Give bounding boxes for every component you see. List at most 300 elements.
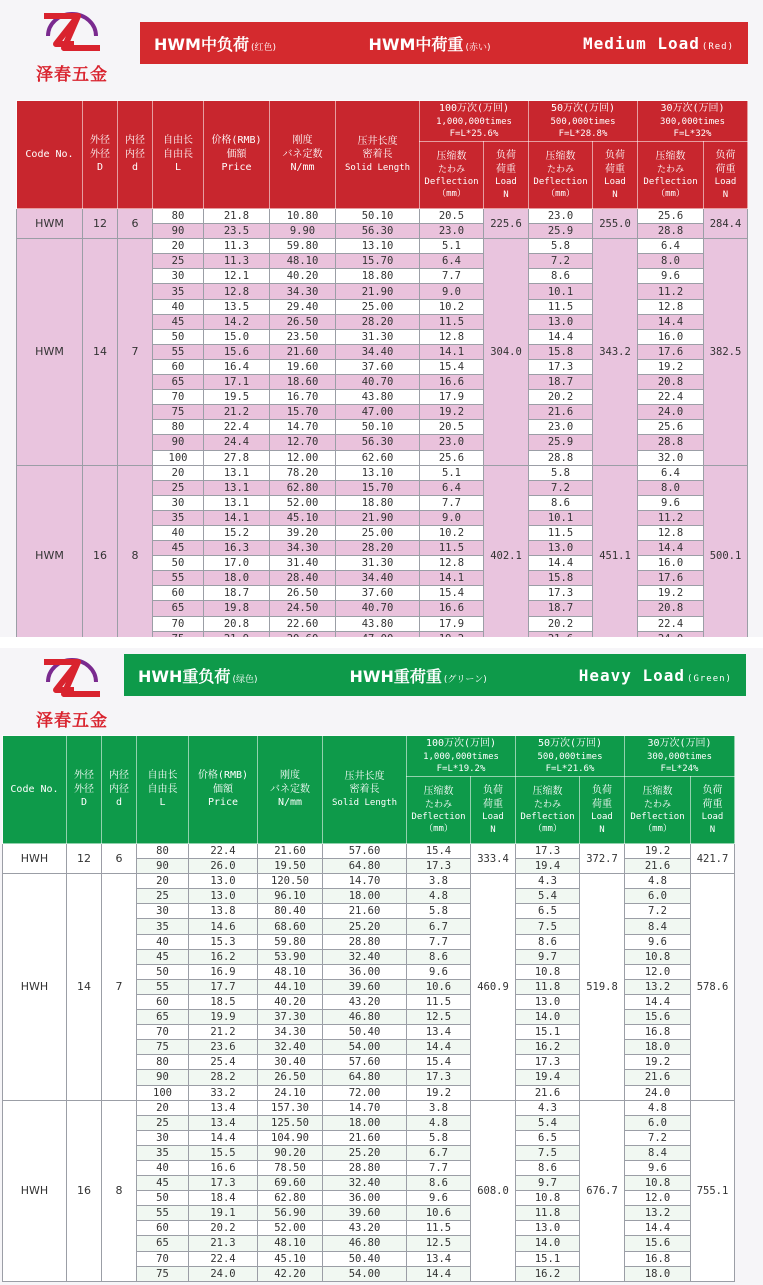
price-cell: 11.3 <box>204 239 270 254</box>
header-fl-cn: 自由长 <box>147 770 178 782</box>
deflection-300k-cell: 12.0 <box>625 964 691 979</box>
solid-length-cell: 13.10 <box>336 239 420 254</box>
free-length-cell: 30 <box>137 904 189 919</box>
price-cell: 13.8 <box>189 904 258 919</box>
deflection-500k-cell: 10.8 <box>516 964 580 979</box>
deflection-300k-cell: 15.6 <box>625 1010 691 1025</box>
deflection-500k-cell: 20.2 <box>529 616 593 631</box>
load-unit: N <box>503 189 509 200</box>
solid-length-cell: 28.20 <box>336 541 420 556</box>
load-300k-cell: 382.5 <box>704 239 748 465</box>
deflection-500k-cell: 9.7 <box>516 949 580 964</box>
free-length-cell: 30 <box>137 1130 189 1145</box>
deflection-300k-cell: 6.4 <box>638 239 704 254</box>
banner-sub-en: (Green) <box>687 673 732 684</box>
cycle-times: 500,000times <box>550 116 616 127</box>
price-cell: 12.1 <box>204 269 270 284</box>
defl-cn: 压缩数 <box>532 786 563 798</box>
load-unit: N <box>709 824 716 835</box>
spring-rate-cell: 44.10 <box>258 979 323 994</box>
free-length-cell: 20 <box>137 874 189 889</box>
spring-rate-cell: 39.20 <box>270 525 336 540</box>
banner-sub-cn: (红色) <box>250 42 276 53</box>
spring-rate-cell: 59.80 <box>258 934 323 949</box>
header-solid-jp: 密着長 <box>362 149 393 161</box>
solid-length-cell: 21.90 <box>336 510 420 525</box>
deflection-300k-cell: 14.4 <box>638 314 704 329</box>
header-id-sym: d <box>115 797 123 809</box>
solid-length-cell: 64.80 <box>323 1070 407 1085</box>
outer-diameter-cell: 14 <box>67 874 102 1100</box>
deflection-1m-cell: 3.8 <box>407 1100 471 1115</box>
deflection-300k-cell: 11.2 <box>638 284 704 299</box>
deflection-300k-cell: 28.8 <box>638 435 704 450</box>
solid-length-cell: 43.20 <box>323 1221 407 1236</box>
spring-rate-cell: 40.20 <box>270 269 336 284</box>
deflection-500k-cell: 17.3 <box>529 359 593 374</box>
deflection-1m-cell: 15.4 <box>420 586 484 601</box>
load-500k-cell: 343.2 <box>593 239 638 465</box>
code-no-cell: HWM <box>17 465 83 646</box>
deflection-1m-cell: 11.5 <box>420 541 484 556</box>
solid-length-cell: 18.00 <box>323 1115 407 1130</box>
load-1m-cell: 304.0 <box>484 239 529 465</box>
spring-rate-cell: 53.90 <box>258 949 323 964</box>
price-cell: 13.1 <box>204 495 270 510</box>
free-length-cell: 30 <box>153 269 204 284</box>
price-cell: 15.2 <box>204 525 270 540</box>
table-row <box>3 1100 735 1115</box>
deflection-1m-cell: 10.2 <box>420 525 484 540</box>
solid-length-cell: 32.40 <box>323 949 407 964</box>
brand-logo <box>26 8 118 90</box>
header-rate-jp: バネ定数 <box>282 148 323 160</box>
deflection-1m-cell: 12.8 <box>420 329 484 344</box>
free-length-cell: 60 <box>153 586 204 601</box>
free-length-cell: 20 <box>153 239 204 254</box>
solid-length-cell: 21.60 <box>323 1130 407 1145</box>
deflection-300k-cell: 21.6 <box>625 859 691 874</box>
solid-length-cell: 40.70 <box>336 375 420 390</box>
solid-length-cell: 25.00 <box>336 299 420 314</box>
free-length-cell: 80 <box>137 844 189 859</box>
deflection-500k-cell: 7.5 <box>516 1145 580 1160</box>
price-cell: 14.1 <box>204 510 270 525</box>
deflection-1m-cell: 11.5 <box>407 994 471 1009</box>
cycle-label: 100万次(万回) <box>438 103 510 115</box>
deflection-1m-cell: 14.1 <box>420 571 484 586</box>
deflection-500k-cell: 14.4 <box>529 329 593 344</box>
free-length-cell: 50 <box>153 329 204 344</box>
load-en: Load <box>482 812 504 823</box>
free-length-cell: 40 <box>153 525 204 540</box>
deflection-1m-cell: 5.1 <box>420 465 484 480</box>
code-no-cell: HWH <box>3 1100 67 1281</box>
cycle-label: 50万次(万回) <box>537 738 603 750</box>
deflection-1m-cell: 3.8 <box>407 874 471 889</box>
spring-rate-cell: 15.70 <box>270 405 336 420</box>
header-fl-sym: L <box>159 797 166 809</box>
header-cycle-2 <box>529 101 638 142</box>
load-jp: 荷重 <box>702 798 723 810</box>
free-length-cell: 60 <box>137 994 189 1009</box>
spring-rate-cell: 24.50 <box>270 601 336 616</box>
deflection-500k-cell: 14.4 <box>529 556 593 571</box>
free-length-cell: 55 <box>137 979 189 994</box>
deflection-500k-cell: 6.5 <box>516 1130 580 1145</box>
spring-rate-cell: 29.40 <box>270 299 336 314</box>
deflection-1m-cell: 15.4 <box>407 1055 471 1070</box>
spring-rate-cell: 90.20 <box>258 1145 323 1160</box>
price-cell: 16.2 <box>189 949 258 964</box>
solid-length-cell: 62.60 <box>336 450 420 465</box>
header-free-length <box>153 101 204 209</box>
price-cell: 22.4 <box>189 1251 258 1266</box>
deflection-1m-cell: 19.2 <box>420 405 484 420</box>
load-300k-cell: 284.4 <box>704 209 748 239</box>
brand-logo <box>26 654 118 736</box>
spring-rate-cell: 16.70 <box>270 390 336 405</box>
solid-length-cell: 43.20 <box>323 994 407 1009</box>
deflection-500k-cell: 11.5 <box>529 299 593 314</box>
deflection-500k-cell: 5.8 <box>529 239 593 254</box>
header-price-jp: 価額 <box>213 783 233 795</box>
free-length-cell: 80 <box>137 1055 189 1070</box>
deflection-1m-cell: 23.0 <box>420 224 484 239</box>
table-row <box>3 874 735 889</box>
free-length-cell: 20 <box>137 1100 189 1115</box>
spring-rate-cell: 125.50 <box>258 1115 323 1130</box>
header-id-cn: 内径 <box>125 135 145 147</box>
free-length-cell: 25 <box>137 1115 189 1130</box>
spring-rate-cell: 48.10 <box>258 964 323 979</box>
banner-title-cn: HWM中负荷 <box>154 34 249 54</box>
price-cell: 15.3 <box>189 934 258 949</box>
header-load <box>593 142 638 209</box>
deflection-500k-cell: 11.8 <box>516 1206 580 1221</box>
price-cell: 14.2 <box>204 314 270 329</box>
price-cell: 21.8 <box>204 209 270 224</box>
deflection-500k-cell: 25.9 <box>529 435 593 450</box>
header-load <box>580 777 625 844</box>
spring-rate-cell: 31.40 <box>270 556 336 571</box>
free-length-cell: 45 <box>153 541 204 556</box>
header-load <box>704 142 748 209</box>
deflection-300k-cell: 4.8 <box>625 1100 691 1115</box>
price-cell: 28.2 <box>189 1070 258 1085</box>
deflection-1m-cell: 9.6 <box>407 964 471 979</box>
deflection-500k-cell: 5.4 <box>516 889 580 904</box>
spring-rate-cell: 40.20 <box>258 994 323 1009</box>
free-length-cell: 70 <box>137 1025 189 1040</box>
free-length-cell: 90 <box>137 1070 189 1085</box>
load-300k-cell: 578.6 <box>691 874 735 1100</box>
solid-length-cell: 31.30 <box>336 329 420 344</box>
deflection-500k-cell: 4.3 <box>516 1100 580 1115</box>
deflection-300k-cell: 7.2 <box>625 904 691 919</box>
solid-length-cell: 37.60 <box>336 359 420 374</box>
solid-length-cell: 28.20 <box>336 314 420 329</box>
deflection-500k-cell: 21.6 <box>529 405 593 420</box>
free-length-cell: 35 <box>153 510 204 525</box>
price-cell: 19.8 <box>204 601 270 616</box>
outer-diameter-cell: 16 <box>83 465 118 646</box>
deflection-1m-cell: 25.6 <box>420 450 484 465</box>
spring-rate-cell: 34.30 <box>270 541 336 556</box>
spring-rate-cell: 48.10 <box>258 1236 323 1251</box>
solid-length-cell: 15.70 <box>336 480 420 495</box>
deflection-300k-cell: 22.4 <box>638 616 704 631</box>
spring-rate-cell: 12.00 <box>270 450 336 465</box>
price-cell: 13.1 <box>204 465 270 480</box>
free-length-cell: 20 <box>153 465 204 480</box>
deflection-500k-cell: 7.5 <box>516 919 580 934</box>
deflection-1m-cell: 10.2 <box>420 299 484 314</box>
header-od-cn: 外径 <box>90 135 110 147</box>
deflection-500k-cell: 13.0 <box>529 314 593 329</box>
solid-length-cell: 14.70 <box>323 1100 407 1115</box>
header-spring-rate <box>258 736 323 844</box>
solid-length-cell: 21.90 <box>336 284 420 299</box>
medium-load-section <box>0 0 763 637</box>
header-solid-length <box>323 736 407 844</box>
header-inner-diameter <box>118 101 153 209</box>
price-cell: 18.7 <box>204 586 270 601</box>
price-cell: 22.4 <box>204 420 270 435</box>
deflection-300k-cell: 32.0 <box>638 450 704 465</box>
deflection-300k-cell: 19.2 <box>625 844 691 859</box>
free-length-cell: 80 <box>153 420 204 435</box>
load-cn: 负荷 <box>605 150 626 162</box>
deflection-1m-cell: 8.6 <box>407 1176 471 1191</box>
table-row <box>17 209 748 224</box>
spring-rate-cell: 9.90 <box>270 224 336 239</box>
header-outer-diameter <box>83 101 118 209</box>
header-deflection <box>638 142 704 209</box>
heavy-load-table <box>2 735 735 1282</box>
deflection-1m-cell: 7.7 <box>420 269 484 284</box>
free-length-cell: 65 <box>137 1010 189 1025</box>
load-en: Load <box>495 177 517 188</box>
deflection-300k-cell: 19.2 <box>625 1055 691 1070</box>
header-price-cn: 价格(RMB) <box>211 135 262 147</box>
free-length-cell: 55 <box>137 1206 189 1221</box>
spring-rate-cell: 69.60 <box>258 1176 323 1191</box>
deflection-500k-cell: 23.0 <box>529 420 593 435</box>
load-jp: 荷重 <box>605 163 626 175</box>
header-code-label: Code No. <box>25 148 74 160</box>
price-cell: 15.0 <box>204 329 270 344</box>
header-id-cn: 内径 <box>109 770 129 782</box>
deflection-1m-cell: 16.6 <box>420 375 484 390</box>
deflection-500k-cell: 5.4 <box>516 1115 580 1130</box>
header-load <box>691 777 735 844</box>
price-cell: 12.8 <box>204 284 270 299</box>
defl-en: Deflection <box>424 176 479 187</box>
deflection-500k-cell: 11.8 <box>516 979 580 994</box>
header-cycle-3 <box>638 101 748 142</box>
defl-unit: （mm） <box>533 823 562 834</box>
deflection-1m-cell: 14.4 <box>407 1266 471 1281</box>
defl-jp: たわみ <box>644 799 672 810</box>
load-unit: N <box>722 189 729 200</box>
deflection-1m-cell: 7.7 <box>407 934 471 949</box>
deflection-300k-cell: 16.8 <box>625 1025 691 1040</box>
load-unit: N <box>490 824 496 835</box>
defl-unit: （mm） <box>656 188 685 199</box>
free-length-cell: 60 <box>153 359 204 374</box>
heavy-load-section <box>0 648 763 1285</box>
free-length-cell: 50 <box>137 1191 189 1206</box>
load-300k-cell: 500.1 <box>704 465 748 646</box>
load-jp: 荷重 <box>483 798 503 810</box>
load-cn: 负荷 <box>592 785 613 797</box>
spring-rate-cell: 68.60 <box>258 919 323 934</box>
deflection-1m-cell: 5.1 <box>420 239 484 254</box>
free-length-cell: 45 <box>153 314 204 329</box>
price-cell: 22.4 <box>189 844 258 859</box>
spring-rate-cell: 52.00 <box>270 495 336 510</box>
header-price <box>204 101 270 209</box>
deflection-1m-cell: 17.9 <box>420 616 484 631</box>
defl-cn: 压缩数 <box>655 151 686 163</box>
free-length-cell: 35 <box>153 284 204 299</box>
deflection-500k-cell: 17.3 <box>529 586 593 601</box>
free-length-cell: 50 <box>137 964 189 979</box>
cycle-times: 1,000,000times <box>436 116 512 127</box>
code-no-cell: HWM <box>17 209 83 239</box>
header-code-no <box>17 101 83 209</box>
header-solid-en: Solid Length <box>331 797 398 808</box>
deflection-1m-cell: 17.3 <box>407 859 471 874</box>
price-cell: 13.4 <box>189 1100 258 1115</box>
solid-length-cell: 25.20 <box>323 1145 407 1160</box>
spring-rate-cell: 21.60 <box>258 844 323 859</box>
defl-jp: たわみ <box>534 799 562 810</box>
free-length-cell: 70 <box>153 390 204 405</box>
deflection-500k-cell: 11.5 <box>529 525 593 540</box>
defl-cn: 压缩数 <box>642 786 673 798</box>
free-length-cell: 45 <box>137 1176 189 1191</box>
spring-rate-cell: 37.30 <box>258 1010 323 1025</box>
spring-rate-cell: 30.40 <box>258 1055 323 1070</box>
deflection-500k-cell: 14.0 <box>516 1010 580 1025</box>
deflection-300k-cell: 9.6 <box>625 1160 691 1175</box>
deflection-1m-cell: 6.7 <box>407 1145 471 1160</box>
header-load <box>484 142 529 209</box>
load-unit: N <box>612 189 618 200</box>
price-cell: 13.1 <box>204 480 270 495</box>
header-od-jp: 外径 <box>74 783 94 795</box>
free-length-cell: 90 <box>137 859 189 874</box>
free-length-cell: 75 <box>137 1266 189 1281</box>
brand-name: 泽春五金 <box>36 711 108 731</box>
defl-jp: たわみ <box>657 164 685 175</box>
header-cycle-1 <box>407 736 516 777</box>
outer-diameter-cell: 14 <box>83 239 118 465</box>
solid-length-cell: 18.00 <box>323 889 407 904</box>
deflection-300k-cell: 6.0 <box>625 889 691 904</box>
header-solid-en: Solid Length <box>344 162 411 173</box>
deflection-1m-cell: 19.2 <box>407 1085 471 1100</box>
header-free-length <box>137 736 189 844</box>
free-length-cell: 45 <box>137 949 189 964</box>
banner-sub-jp: (グリーン) <box>443 674 487 685</box>
solid-length-cell: 14.70 <box>323 874 407 889</box>
free-length-cell: 70 <box>137 1251 189 1266</box>
price-cell: 13.0 <box>189 874 258 889</box>
inner-diameter-cell: 8 <box>102 1100 137 1281</box>
solid-length-cell: 43.80 <box>336 390 420 405</box>
solid-length-cell: 18.80 <box>336 495 420 510</box>
load-300k-cell: 421.7 <box>691 844 735 874</box>
deflection-300k-cell: 14.4 <box>638 541 704 556</box>
header-rate-jp: バネ定数 <box>270 783 310 795</box>
solid-length-cell: 34.40 <box>336 344 420 359</box>
free-length-cell: 25 <box>137 889 189 904</box>
deflection-500k-cell: 19.4 <box>516 1070 580 1085</box>
price-cell: 18.0 <box>204 571 270 586</box>
price-cell: 26.0 <box>189 859 258 874</box>
header-fl-sym: L <box>174 162 182 174</box>
deflection-1m-cell: 9.6 <box>407 1191 471 1206</box>
free-length-cell: 65 <box>137 1236 189 1251</box>
free-length-cell: 100 <box>137 1085 189 1100</box>
price-cell: 21.2 <box>204 405 270 420</box>
deflection-1m-cell: 17.9 <box>420 390 484 405</box>
deflection-500k-cell: 28.8 <box>529 450 593 465</box>
free-length-cell: 80 <box>153 209 204 224</box>
free-length-cell: 25 <box>153 480 204 495</box>
deflection-300k-cell: 16.0 <box>638 556 704 571</box>
free-length-cell: 75 <box>153 405 204 420</box>
solid-length-cell: 37.60 <box>336 586 420 601</box>
deflection-500k-cell: 8.6 <box>516 934 580 949</box>
free-length-cell: 100 <box>153 450 204 465</box>
header-rate-unit: N/mm <box>290 162 315 174</box>
header-solid-length <box>336 101 420 209</box>
defl-cn: 压缩数 <box>545 151 576 163</box>
deflection-1m-cell: 10.6 <box>407 1206 471 1221</box>
deflection-300k-cell: 13.2 <box>625 1206 691 1221</box>
deflection-1m-cell: 13.4 <box>407 1251 471 1266</box>
solid-length-cell: 34.40 <box>336 571 420 586</box>
solid-length-cell: 47.00 <box>336 405 420 420</box>
deflection-500k-cell: 17.3 <box>516 1055 580 1070</box>
price-cell: 13.5 <box>204 299 270 314</box>
deflection-300k-cell: 8.0 <box>638 480 704 495</box>
deflection-500k-cell: 15.1 <box>516 1251 580 1266</box>
header-fl-jp: 自由長 <box>163 148 193 160</box>
spring-rate-cell: 26.50 <box>258 1070 323 1085</box>
load-300k-cell: 755.1 <box>691 1100 735 1281</box>
deflection-500k-cell: 8.6 <box>529 495 593 510</box>
header-deflection <box>407 777 471 844</box>
deflection-300k-cell: 24.0 <box>625 1085 691 1100</box>
deflection-500k-cell: 16.2 <box>516 1266 580 1281</box>
deflection-300k-cell: 24.0 <box>638 405 704 420</box>
header-deflection <box>625 777 691 844</box>
price-cell: 11.3 <box>204 254 270 269</box>
spring-rate-cell: 96.10 <box>258 889 323 904</box>
load-jp: 荷重 <box>496 163 516 175</box>
spring-rate-cell: 23.50 <box>270 329 336 344</box>
load-cn: 负荷 <box>715 150 736 162</box>
deflection-300k-cell: 25.6 <box>638 209 704 224</box>
deflection-300k-cell: 8.4 <box>625 919 691 934</box>
deflection-500k-cell: 6.5 <box>516 904 580 919</box>
load-1m-cell: 460.9 <box>471 874 516 1100</box>
